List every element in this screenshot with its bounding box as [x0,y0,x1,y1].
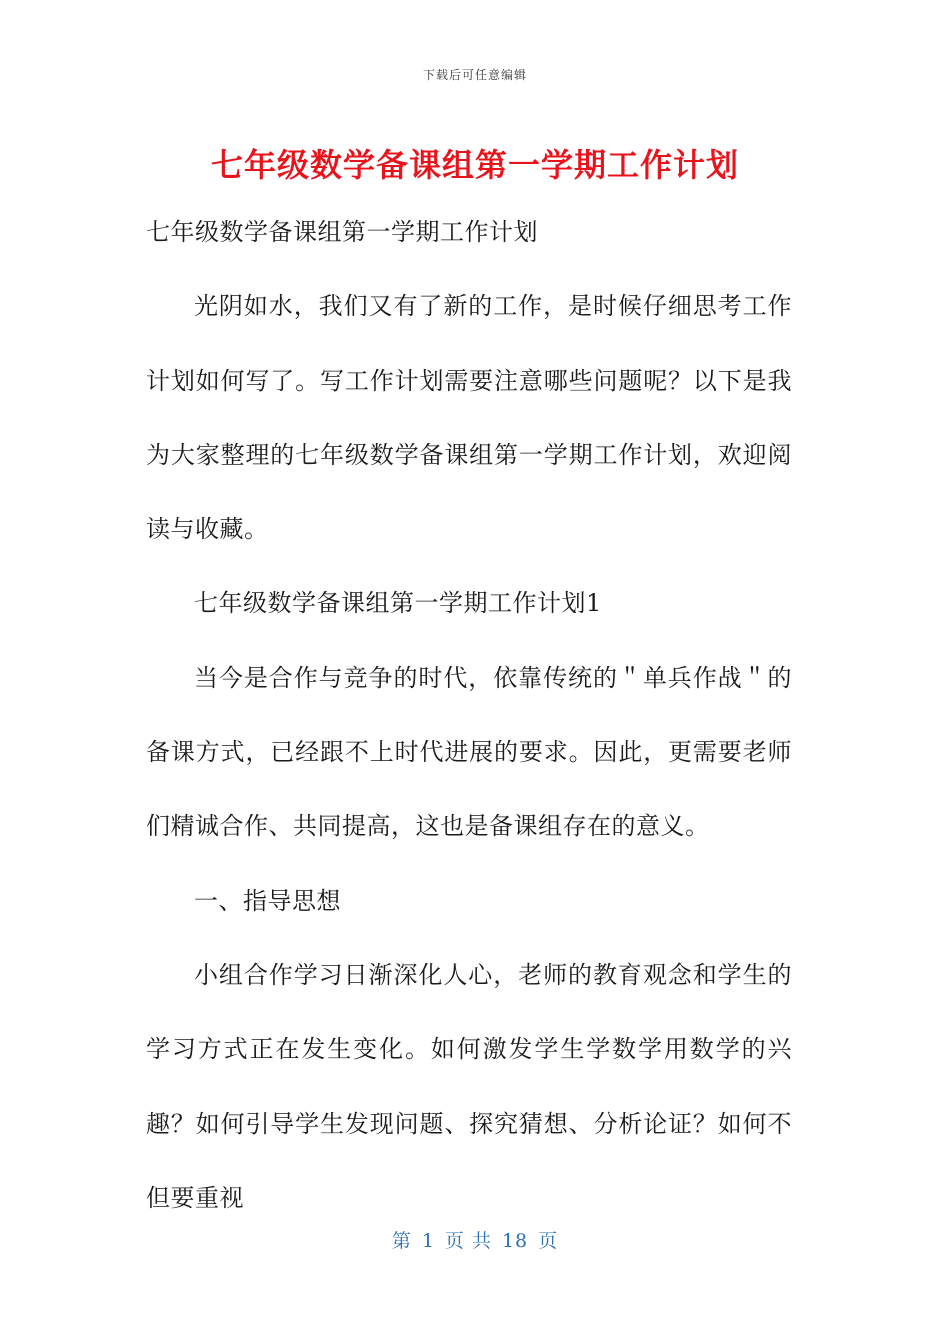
section-heading: 七年级数学备课组第一学期工作计划1 [194,589,602,618]
footer-prefix: 第 [391,1230,412,1252]
page-footer [0,1226,950,1253]
paragraph: 小组合作学习日渐深化人心，老师的教育观念和学生的学习方式正在发生变化。如何激发学生学数学用数学的兴趣？如何引导学生发现问题、探究猜想、分析论证？如何不但要重视 [146,960,792,1212]
footer-middle: 页 共 [444,1230,492,1252]
paragraph: 当今是合作与竞争的时代，依靠传统的＂单兵作战＂的备课方式，已经跟不上时代进展的要求。因此，更需要老师们精诚合作、共同提高，这也是备课组存在的意义。 [146,663,792,841]
header-note: 下载后可任意编辑 [422,68,527,82]
total-pages-number: 18 [501,1230,529,1252]
section-heading: 一、指导思想 [194,886,341,915]
current-page-number: 1 [421,1230,435,1252]
paragraph: 七年级数学备课组第一学期工作计划 [146,218,538,246]
footer-suffix: 页 [538,1230,559,1252]
paragraph: 光阴如水，我们又有了新的工作，是时候仔细思考工作计划如何写了。写工作计划需要注意哪些问题呢？以下是我为大家整理的七年级数学备课组第一学期工作计划，欢迎阅读与收藏。 [146,292,792,544]
document-title: 七年级数学备课组第一学期工作计划 [210,146,739,184]
document-body [146,195,792,1235]
